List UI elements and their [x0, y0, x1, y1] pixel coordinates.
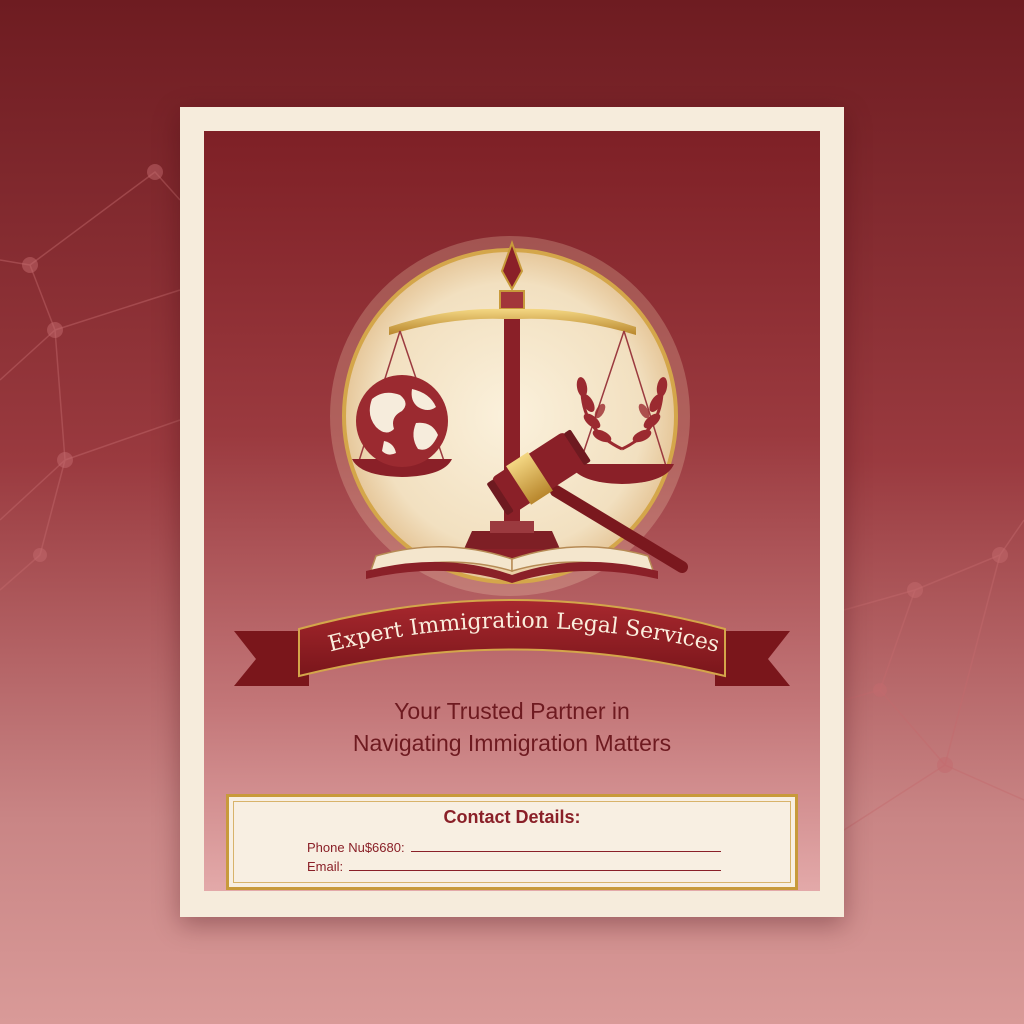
title-ribbon: [234, 600, 790, 686]
tagline-line-1: Your Trusted Partner in: [394, 698, 630, 724]
email-label: Email:: [307, 859, 344, 874]
phone-label: Phone Nu$6680:: [307, 840, 405, 855]
flyer-poster: [180, 107, 844, 917]
tagline: [204, 695, 820, 759]
contact-heading: Contact Details:: [443, 807, 581, 827]
globe-icon: [356, 375, 448, 467]
banner-title: Expert Immigration Legal Services: [325, 608, 722, 658]
email-row: [307, 859, 721, 874]
emblem: [204, 131, 820, 891]
flyer-panel: [204, 131, 820, 891]
phone-field-line: [411, 851, 721, 852]
phone-row: [307, 840, 721, 855]
contact-details-box: [226, 794, 798, 890]
tagline-line-2: Navigating Immigration Matters: [352, 730, 672, 756]
email-field-line: [349, 870, 721, 871]
